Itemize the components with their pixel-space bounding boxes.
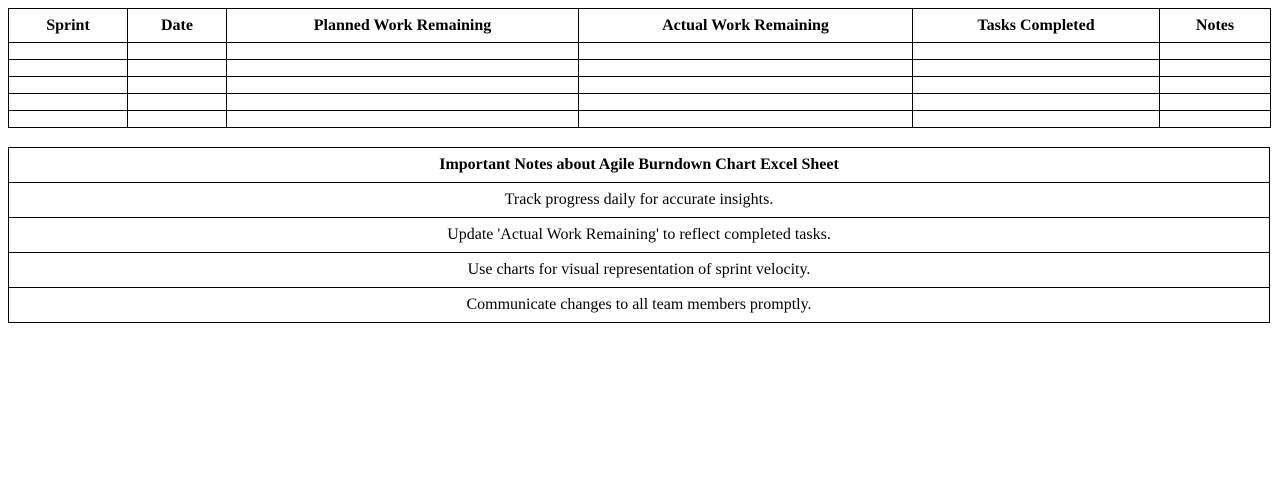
table-row	[9, 60, 1271, 77]
table-row	[9, 94, 1271, 111]
note-item: Update 'Actual Work Remaining' to reflect completed tasks.	[9, 218, 1270, 253]
table-cell[interactable]	[1160, 77, 1271, 94]
table-cell[interactable]	[227, 43, 579, 60]
table-cell[interactable]	[913, 43, 1160, 60]
table-cell[interactable]	[913, 60, 1160, 77]
column-header-tasks-completed: Tasks Completed	[913, 9, 1160, 43]
table-cell[interactable]	[579, 94, 913, 111]
table-cell[interactable]	[1160, 94, 1271, 111]
table-cell[interactable]	[9, 94, 128, 111]
table-row	[9, 77, 1271, 94]
table-cell[interactable]	[227, 111, 579, 128]
table-cell[interactable]	[1160, 43, 1271, 60]
table-cell[interactable]	[1160, 111, 1271, 128]
table-cell[interactable]	[128, 60, 227, 77]
table-cell[interactable]	[9, 111, 128, 128]
note-item: Communicate changes to all team members promptly.	[9, 288, 1270, 323]
table-cell[interactable]	[9, 43, 128, 60]
table-cell[interactable]	[128, 43, 227, 60]
table-cell[interactable]	[579, 111, 913, 128]
table-row	[9, 43, 1271, 60]
table-cell[interactable]	[913, 111, 1160, 128]
notes-header-row	[9, 148, 1270, 183]
table-cell[interactable]	[579, 60, 913, 77]
column-header-actual-work-remaining: Actual Work Remaining	[579, 9, 913, 43]
table-cell[interactable]	[128, 77, 227, 94]
table-cell[interactable]	[227, 77, 579, 94]
table-cell[interactable]	[1160, 60, 1271, 77]
note-item: Use charts for visual representation of sprint velocity.	[9, 253, 1270, 288]
note-row	[9, 218, 1270, 253]
table-cell[interactable]	[913, 77, 1160, 94]
table-cell[interactable]	[227, 94, 579, 111]
notes-title: Important Notes about Agile Burndown Chart Excel Sheet	[9, 148, 1270, 183]
note-row	[9, 253, 1270, 288]
column-header-date: Date	[128, 9, 227, 43]
note-row	[9, 288, 1270, 323]
table-cell[interactable]	[128, 94, 227, 111]
table-header-row	[9, 9, 1271, 43]
table-cell[interactable]	[227, 60, 579, 77]
note-item: Track progress daily for accurate insights.	[9, 183, 1270, 218]
important-notes-table	[8, 147, 1270, 323]
table-cell[interactable]	[9, 77, 128, 94]
table-cell[interactable]	[913, 94, 1160, 111]
burndown-tracker-table	[8, 8, 1271, 128]
table-row	[9, 111, 1271, 128]
column-header-planned-work-remaining: Planned Work Remaining	[227, 9, 579, 43]
note-row	[9, 183, 1270, 218]
column-header-notes: Notes	[1160, 9, 1271, 43]
table-cell[interactable]	[128, 111, 227, 128]
table-cell[interactable]	[579, 77, 913, 94]
column-header-sprint: Sprint	[9, 9, 128, 43]
table-cell[interactable]	[579, 43, 913, 60]
table-cell[interactable]	[9, 60, 128, 77]
